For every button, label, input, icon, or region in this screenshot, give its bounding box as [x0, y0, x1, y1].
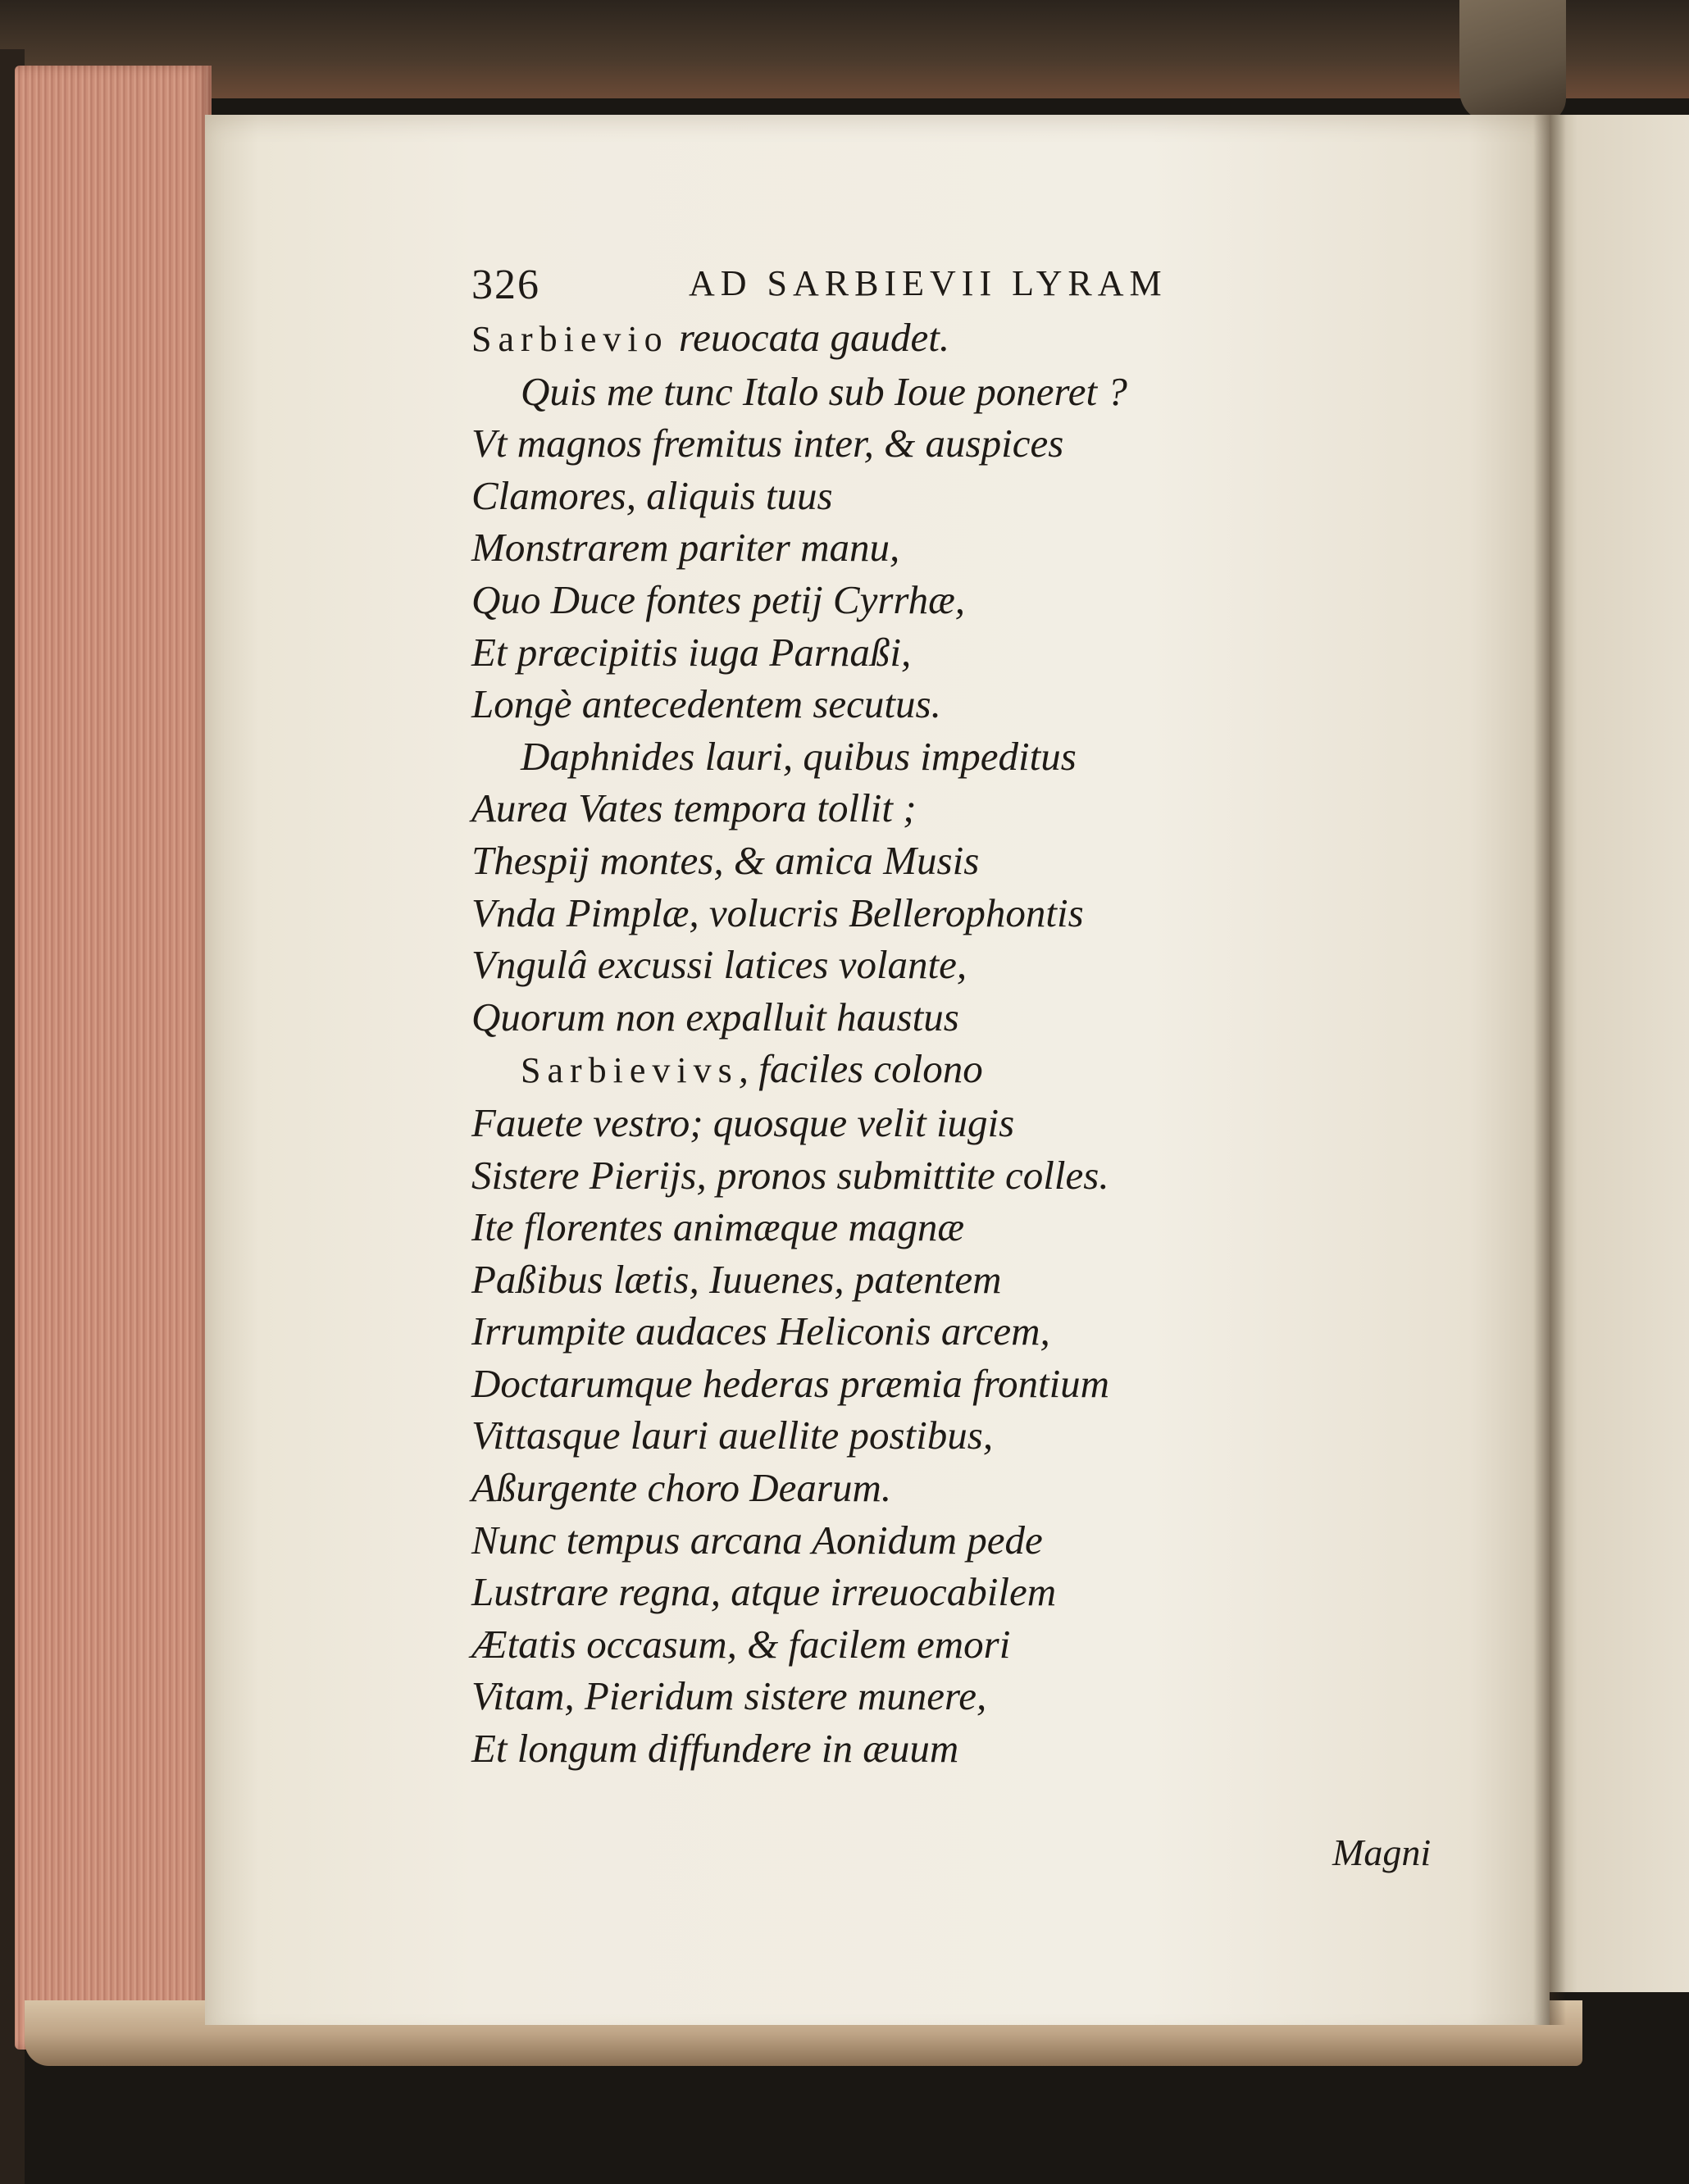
- verse-text: Aßurgente choro Dearum.: [471, 1465, 892, 1511]
- verse-text: Daphnides lauri, quibus impeditus: [521, 733, 1077, 779]
- verse-line: [471, 1201, 1455, 1254]
- verse-text: Irrumpite audaces Heliconis arcem,: [471, 1308, 1050, 1354]
- verse-text: Quorum non expalluit haustus: [471, 994, 959, 1040]
- verse-text: Clamores, aliquis tuus: [471, 472, 833, 518]
- verse-text: Quo Duce fontes petij Cyrrhæ,: [471, 576, 966, 622]
- verse-line: [471, 887, 1455, 940]
- verse-text: Et longum diffundere in æuum: [471, 1726, 959, 1772]
- verse-line: [471, 1149, 1455, 1202]
- running-head: AD SARBIEVII LYRAM: [689, 263, 1168, 303]
- verse-line: [471, 1722, 1455, 1775]
- verse-line: [471, 991, 1455, 1044]
- verse-text: Thespij montes, & amica Musis: [471, 837, 980, 883]
- verse-line: [471, 521, 1455, 574]
- verse-line: [471, 626, 1455, 679]
- verse-lead-small-caps: Sarbievivs: [521, 1050, 739, 1091]
- verse-lines: [471, 312, 1455, 1775]
- verse-line: [471, 366, 1455, 418]
- verse-text: Paßibus lætis, Iuuenes, patentem: [471, 1256, 1002, 1302]
- verse-text: Aurea Vates tempora tollit ;: [471, 785, 917, 831]
- verse-text: Nunc tempus arcana Aonidum pede: [471, 1517, 1043, 1563]
- verse-text: Ætatis occasum, & facilem emori: [471, 1621, 1011, 1667]
- gutter-shadow: [1533, 115, 1566, 2025]
- verse-line: [471, 574, 1455, 626]
- verse-line: [471, 1566, 1455, 1618]
- verse-text: Sistere Pierijs, pronos submittite colles.: [471, 1152, 1109, 1198]
- verse-lead-small-caps: Sarbievio: [471, 319, 669, 359]
- verse-text: Vitam, Pieridum sistere munere,: [471, 1673, 987, 1719]
- verse-text: Vngulâ excussi latices volante,: [471, 942, 967, 988]
- verse-line: [471, 782, 1455, 835]
- verse-line: [471, 1409, 1455, 1462]
- verse-line: [471, 1514, 1455, 1567]
- verse-line: [471, 1254, 1455, 1306]
- catchword: Magni: [1332, 1831, 1432, 1873]
- verse-line: [471, 1043, 1455, 1097]
- verse-line: [471, 1305, 1455, 1358]
- verse-text: Quis me tunc Italo sub Ioue poneret ?: [521, 368, 1127, 414]
- verse-line: [471, 470, 1455, 522]
- page-header: [471, 246, 1455, 312]
- verse-text: Et præcipitis iuga Parnaßi,: [471, 629, 912, 675]
- verse-text: Vnda Pimplæ, volucris Bellerophontis: [471, 890, 1084, 935]
- verse-text: Ite florentes animæque magnæ: [471, 1204, 965, 1250]
- verse-text: reuocata gaudet.: [668, 315, 950, 360]
- verse-text: , faciles colono: [738, 1046, 983, 1092]
- verse-text: Lustrare regna, atque irreuocabilem: [471, 1569, 1057, 1615]
- verse-text: Longè antecedentem secutus.: [471, 681, 941, 727]
- verse-line: [471, 1358, 1455, 1410]
- verse-text: Fauete vestro; quosque velit iugis: [471, 1099, 1015, 1145]
- page-edges-red: [15, 66, 212, 2050]
- verse-line: [471, 1670, 1455, 1722]
- verse-line: [471, 417, 1455, 470]
- facing-page: [1550, 115, 1689, 1992]
- verse-text: Vt magnos fremitus inter, & auspices: [471, 421, 1064, 466]
- verse-line: [471, 939, 1455, 991]
- verse-text: Monstrarem pariter manu,: [471, 525, 900, 571]
- verse-text: Vittasque lauri auellite postibus,: [471, 1413, 994, 1458]
- verse-text: Doctarumque hederas præmia frontium: [471, 1360, 1110, 1406]
- page-text: [471, 246, 1455, 1775]
- verse-line: [471, 1618, 1455, 1671]
- verse-line: [471, 835, 1455, 887]
- verse-line: [471, 1462, 1455, 1514]
- verse-line: [471, 312, 1455, 366]
- book-cover-top: [0, 0, 1689, 98]
- verse-line: [471, 730, 1455, 783]
- verse-line: [471, 678, 1455, 730]
- clasp-strap: [1459, 0, 1566, 123]
- page-number: 326: [471, 262, 540, 308]
- verse-line: [471, 1097, 1455, 1149]
